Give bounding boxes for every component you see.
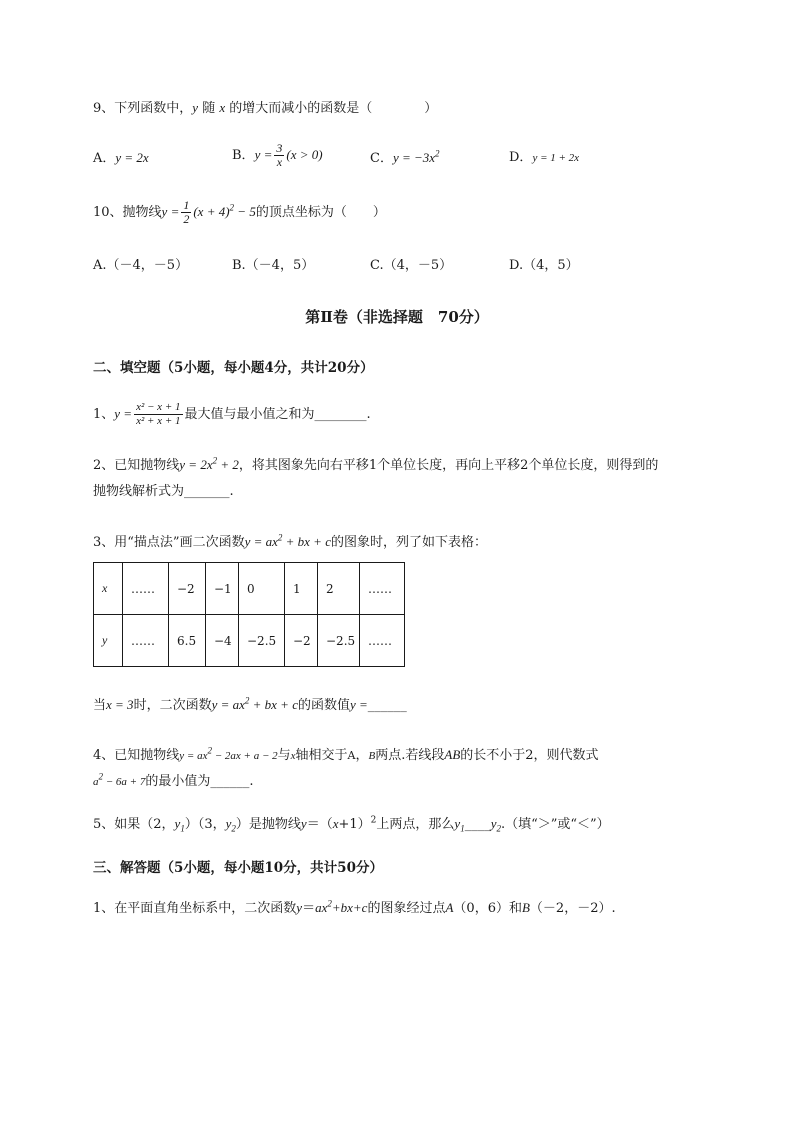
q10-denominator: 2 — [183, 212, 190, 226]
q10-option-b: B.（－4，5） — [232, 258, 315, 273]
value-table — [93, 562, 405, 667]
f2-expr: y = 2x — [179, 457, 213, 472]
f5-compare-y1-sub: 1 — [460, 823, 465, 834]
q9-option-b-fraction — [274, 142, 284, 169]
f5-exponent: 2 — [370, 815, 377, 826]
f4-l2-exponent: 2 — [98, 771, 103, 782]
q9-option-b — [232, 142, 323, 169]
s1-expr-y: y — [296, 900, 303, 915]
q9-option-b-numerator: 3 — [276, 141, 283, 155]
f2-text: 2、已知抛物线 — [93, 458, 180, 473]
table-cell: x — [94, 563, 123, 615]
f5-y1: y — [174, 816, 181, 831]
f4-text-3: 轴相交于 — [295, 748, 348, 763]
table-cell: …… — [123, 615, 169, 667]
s1-point-b-coord: （－2，－2）. — [529, 901, 616, 916]
fill-question-3-answer-line — [93, 696, 407, 715]
q10-numerator: 1 — [183, 198, 190, 212]
table-cell: −2.5 — [239, 615, 285, 667]
q9-option-d — [509, 149, 579, 167]
s1-expr-eq: ＝ — [302, 901, 316, 916]
q9-option-b-pre: y = — [254, 147, 273, 162]
f4-point-a: A — [347, 749, 356, 762]
f3-after-text-2: 时，二次函数 — [133, 698, 212, 713]
f1-denominator: x² + x + 1 — [136, 415, 181, 427]
solve-question-1 — [93, 899, 616, 918]
table-cell: 0 — [239, 563, 285, 615]
q9-option-a — [93, 149, 149, 168]
f5-answer-blank: ____ — [464, 817, 491, 832]
q9-option-d-expr: y = 1 + 2x — [532, 152, 580, 164]
f4-l2-expr-tail: − 6a + 7 — [103, 776, 146, 788]
table-row-x — [94, 563, 405, 615]
q10-option-c: C.（4，－5） — [370, 258, 453, 273]
f4-l2-text-tail: 的最小值为______. — [145, 774, 254, 789]
table-cell: −1 — [206, 563, 239, 615]
table-cell: −4 — [206, 615, 239, 667]
question-9-stem — [93, 99, 437, 118]
s1-point-b: B — [521, 900, 530, 915]
q9-option-b-condition: (x > 0) — [286, 147, 323, 162]
fill-question-3 — [93, 533, 487, 552]
f3-after-expr-3: + bx + c — [249, 697, 298, 712]
f3-answer-blank: ______ — [367, 698, 407, 713]
f4-point-b: B — [368, 750, 376, 762]
q10-text-tail: 的顶点坐标为（ ） — [255, 205, 386, 220]
f3-after-text: 当 — [93, 698, 107, 713]
f4-text-2: 与 — [277, 748, 291, 763]
section-3-title: 三、解答题（5小题，每小题10分，共计50分） — [93, 860, 383, 876]
q10-expr-pre: y = — [161, 204, 180, 219]
f4-text-tail: 的长不小于2，则代数式 — [460, 748, 599, 763]
q9-text-2: 随 — [198, 101, 220, 116]
q10-exponent: 2 — [229, 202, 235, 213]
table-cell: −2 — [285, 615, 318, 667]
f3-text-tail: 的图象时，列了如下表格： — [330, 535, 487, 550]
part-2-title: 第Ⅱ卷（非选择题 70分） — [305, 308, 489, 326]
f5-expr-tail: +1） — [338, 817, 371, 832]
q9-option-a-label: A． — [93, 151, 116, 166]
q9-option-d-label: D． — [509, 150, 533, 165]
table-cell: −2.5 — [318, 615, 360, 667]
table-row-y — [94, 615, 405, 667]
f3-after-expr-1: x = 3 — [106, 697, 134, 712]
table-cell: …… — [360, 563, 405, 615]
q9-option-c — [370, 149, 440, 168]
fill-question-1 — [93, 401, 371, 428]
fill-question-4-line-2 — [93, 773, 254, 791]
f5-text-tail: .（填“＞”或“＜”） — [500, 817, 610, 832]
q10-text: 10、抛物线 — [93, 205, 162, 220]
f5-text: 5、如果（2， — [93, 817, 175, 832]
s1-point-a-coord: （0，6）和 — [453, 901, 522, 916]
q10-expr-tail: − 5 — [234, 204, 256, 219]
q9-option-c-expr: y = −3x — [392, 150, 436, 165]
f5-y2-sub: 2 — [231, 823, 236, 834]
f5-text-2: ）（3， — [184, 817, 226, 832]
q10-option-d: D.（4，5） — [509, 258, 579, 273]
fill-question-2-line-1 — [93, 456, 658, 475]
q9-option-c-exponent: 2 — [435, 148, 440, 159]
f4-expr: y = ax — [179, 750, 208, 762]
q9-option-c-label: C． — [370, 151, 393, 166]
f3-after-text-3: 的函数值 — [297, 698, 350, 713]
f1-expr-pre: y = — [114, 406, 133, 421]
f4-text: 4、已知抛物线 — [93, 748, 180, 763]
f2-text-tail: ，将其图象先向右平移1个单位长度，再向上平移2个单位长度，则得到的 — [238, 458, 659, 473]
f2-expr-tail: + 2 — [217, 457, 239, 472]
f4-var-x: x — [290, 750, 296, 762]
q9-option-a-expr: y = 2x — [115, 150, 149, 165]
table-cell: y — [94, 615, 123, 667]
f4-segment: AB — [444, 747, 461, 762]
f3-expr-tail: + bx + c — [282, 534, 331, 549]
q9-option-b-label: B． — [232, 148, 255, 163]
f4-separator: ， — [355, 748, 369, 763]
q10-fraction — [181, 199, 191, 226]
f5-expr-y: y — [300, 816, 307, 831]
f5-compare-y1: y — [454, 816, 461, 831]
f1-numerator: x² − x + 1 — [136, 401, 181, 413]
f4-text-4: 两点.若线段 — [375, 748, 445, 763]
f5-expr-x: x — [332, 816, 339, 831]
table-cell: 1 — [285, 563, 318, 615]
f1-fraction — [134, 401, 182, 428]
f5-text-4: 上两点，那么 — [376, 817, 455, 832]
q9-text: 9、下列函数中， — [93, 101, 193, 116]
f4-expr-tail: − 2ax + a − 2 — [211, 750, 278, 762]
f2-exponent: 2 — [212, 455, 218, 466]
s1-expr-tail: +bx+c — [331, 900, 368, 915]
q9-var-y: y — [192, 100, 199, 115]
s1-point-a: A — [445, 900, 454, 915]
f4-exponent: 2 — [207, 745, 212, 756]
q10-expr-post: (x + 4) — [193, 204, 230, 219]
table-cell: −2 — [169, 563, 206, 615]
f3-exponent: 2 — [277, 532, 283, 543]
f3-after-expr-4: y = — [350, 697, 368, 712]
s1-text: 1、在平面直角坐标系中，二次函数 — [93, 901, 297, 916]
question-10-stem — [93, 199, 386, 226]
f5-expr-eq: ＝（ — [306, 817, 333, 832]
f5-y1-sub: 1 — [180, 823, 185, 834]
q9-text-3: 的增大而减小的函数是（ ） — [225, 101, 438, 116]
f1-number: 1、 — [93, 407, 115, 422]
f3-after-exponent: 2 — [244, 695, 250, 706]
fill-question-4-line-1 — [93, 746, 599, 765]
f5-compare-y2-sub: 2 — [496, 823, 501, 834]
f1-text-tail: 最大值与最小值之和为________. — [184, 407, 371, 422]
f5-compare-y2: y — [490, 816, 497, 831]
table-cell: 6.5 — [169, 615, 206, 667]
fill-question-2-line-2: 抛物线解析式为_______. — [93, 484, 234, 499]
s1-text-2: 的图象经过点 — [367, 901, 446, 916]
table-cell: …… — [360, 615, 405, 667]
q9-option-b-denominator: x — [276, 155, 283, 169]
f4-l2-expr: a — [93, 776, 99, 788]
f5-text-3: ）是抛物线 — [235, 817, 301, 832]
f3-expr: y = ax — [244, 534, 278, 549]
f3-text: 3、用“描点法”画二次函数 — [93, 535, 245, 550]
f5-y2: y — [225, 816, 232, 831]
s1-expr-ax: ax — [315, 900, 328, 915]
q9-var-x: x — [219, 100, 226, 115]
fill-question-5 — [93, 815, 610, 834]
table-cell: …… — [123, 563, 169, 615]
f3-after-expr-2: y = ax — [211, 697, 245, 712]
table-cell: 2 — [318, 563, 360, 615]
s1-exponent: 2 — [327, 898, 332, 909]
q10-option-a: A.（－4，－5） — [93, 258, 189, 273]
section-2-title: 二、填空题（5小题，每小题4分，共计20分） — [93, 360, 374, 376]
